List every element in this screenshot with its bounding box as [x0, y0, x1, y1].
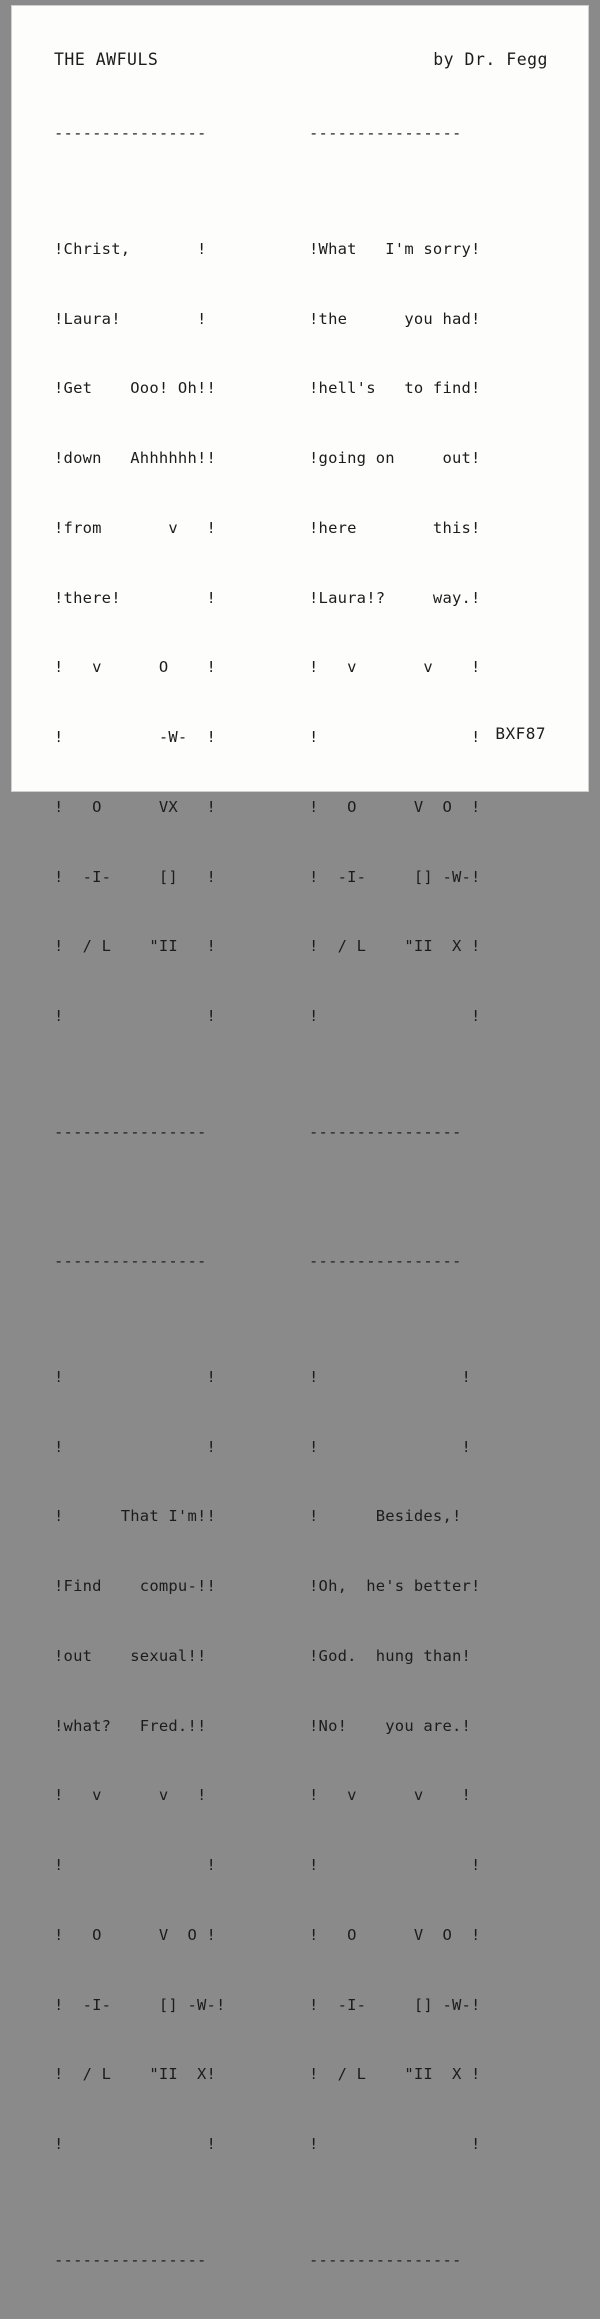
- panel-line: !God. hung than!: [309, 1646, 472, 1665]
- comic-sheet: [54, 50, 548, 2319]
- panel-line: !the you had!: [309, 309, 481, 328]
- panel-line: ! Besides,!: [309, 1507, 462, 1526]
- panel-line: ! -I- [] -W-!: [309, 867, 481, 886]
- panel-line: ! -W- !: [54, 728, 217, 746]
- panel-line: ! / L "II !: [54, 937, 217, 956]
- page-title: THE AWFULS: [54, 50, 159, 69]
- comic-panel-4: [309, 1203, 548, 2319]
- panel-body: [309, 191, 548, 1075]
- panel-line: ! O V O !: [309, 1925, 481, 1944]
- panel-line: ! !: [54, 1007, 217, 1025]
- panel-body: [309, 1319, 548, 2203]
- panel-top-rule: ----------------: [54, 123, 207, 142]
- panel-top-rule: ----------------: [309, 123, 462, 142]
- panel-line: ! / L "II X !: [309, 2065, 481, 2084]
- panel-line: ! / L "II X!: [54, 2065, 217, 2084]
- panel-line: !Laura! !: [54, 309, 207, 328]
- panel-line: ! v v !: [54, 1786, 207, 1805]
- panel-line: ! v v !: [309, 658, 481, 677]
- strip-author: by Dr. Fegg: [433, 50, 548, 69]
- panel-line: ! O V O !: [309, 797, 481, 816]
- panel-top-rule: ----------------: [54, 1251, 207, 1270]
- panel-line: ! O V O !: [54, 1925, 217, 1944]
- strip-header: [54, 50, 548, 69]
- comic-panel-1: [54, 75, 293, 1191]
- panel-line: ! -I- [] -W-!: [54, 1995, 226, 2014]
- panel-line: ! !: [309, 728, 481, 746]
- panel-line: ! !: [309, 1437, 472, 1456]
- panel-line: !down Ahhhhhh!!: [54, 449, 217, 467]
- panel-bottom-rule: ----------------: [309, 1123, 462, 1142]
- panel-body: [54, 191, 293, 1075]
- panel-line: ! !: [54, 1437, 217, 1456]
- panel-line: ! / L "II X !: [309, 937, 481, 956]
- panel-line: ! v v !: [309, 1786, 472, 1805]
- panel-line: !Find compu-!!: [54, 1577, 217, 1595]
- strip-signature: BXF87: [495, 724, 546, 743]
- panel-line: !there! !: [54, 588, 217, 607]
- panel-line: ! O VX !: [54, 797, 217, 816]
- panel-line: ! -I- [] -W-!: [309, 1995, 481, 2014]
- panel-line: ! !: [309, 1367, 472, 1386]
- panel-line: !Laura!? way.!: [309, 588, 481, 607]
- panel-line: ! v O !: [54, 658, 217, 677]
- panel-line: ! !: [309, 2135, 481, 2153]
- panel-line: !Christ, !: [54, 239, 207, 258]
- panel-line: !Oh, he's better!: [309, 1577, 481, 1595]
- panel-line: !No! you are.!: [309, 1716, 472, 1735]
- comic-panel-3: [54, 1203, 293, 2319]
- panel-top-rule: ----------------: [309, 1251, 462, 1270]
- panel-line: ! !: [54, 1856, 217, 1874]
- panel-line: !What I'm sorry!: [309, 239, 481, 258]
- panel-bottom-rule: ----------------: [54, 1123, 207, 1142]
- comic-panel-2: [309, 75, 548, 1191]
- panel-line: !from v !: [54, 518, 217, 537]
- comic-page: [11, 5, 589, 2270]
- panel-line: ! !: [54, 1367, 217, 1386]
- panel-body: [54, 1319, 293, 2203]
- panel-bottom-rule: ----------------: [54, 2251, 207, 2270]
- panel-line: !here this!: [309, 518, 481, 537]
- panel-line: ! That I'm!!: [54, 1507, 217, 1526]
- panel-line: ! !: [309, 1856, 481, 1874]
- panel-line: ! !: [54, 2135, 217, 2153]
- panel-line: !hell's to find!: [309, 379, 481, 398]
- panel-line: !going on out!: [309, 449, 481, 467]
- panel-line: !out sexual!!: [54, 1646, 207, 1665]
- panel-line: ! !: [309, 1007, 481, 1025]
- panel-line: ! -I- [] !: [54, 867, 217, 886]
- panel-grid: [54, 75, 548, 2319]
- panel-bottom-rule: ----------------: [309, 2251, 462, 2270]
- panel-line: !Get Ooo! Oh!!: [54, 379, 217, 398]
- panel-line: !what? Fred.!!: [54, 1716, 207, 1735]
